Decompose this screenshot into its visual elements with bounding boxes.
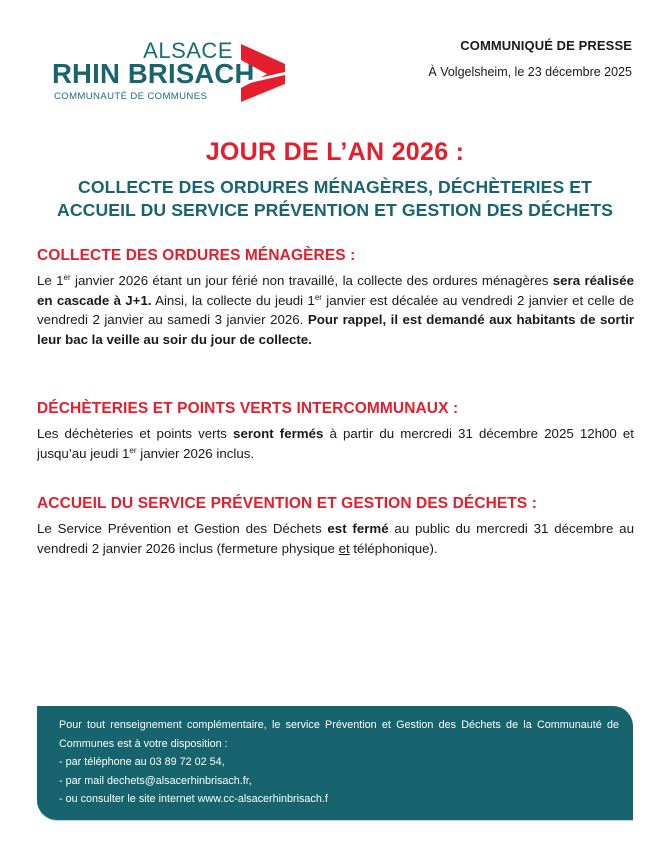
page-title: JOUR DE L’AN 2026 : <box>205 138 465 166</box>
section-heading: ACCUEIL DU SERVICE PRÉVENTION ET GESTION DES DÉCHETS : <box>37 495 538 512</box>
bold-run: seront fermés <box>233 426 324 441</box>
text-run: janvier 2026 étant un jour férié non travaillé, la collecte des ordures ménagères <box>70 273 553 288</box>
text-run: Le 1 <box>37 273 64 288</box>
section-decheteries <box>37 400 634 463</box>
text-run: janvier est décalée au vendredi 2 janvier et celle de vendredi 2 janvier au samedi 3 janvier 2026. <box>37 292 634 327</box>
text-run: au public du mercredi 31 décembre au vendredi 2 janvier 2026 inclus (fermeture physique <box>37 521 634 556</box>
logo-rhin-brisach-text: RHIN BRISACH <box>52 58 255 89</box>
superscript: er <box>63 273 71 282</box>
contact-website[interactable]: - ou consulter le site internet www.cc-alsacerhinbrisach.f <box>59 793 328 805</box>
chevron-logo-icon <box>241 44 285 102</box>
logo <box>50 40 290 104</box>
logo-alsace-text: ALSACE <box>143 38 233 63</box>
superscript: er <box>314 292 322 302</box>
logo-communaute-text: COMMUNAUTÉ DE COMMUNES <box>54 91 208 102</box>
dateline: À Volgelsheim, le 23 décembre 2025 <box>428 65 632 79</box>
contact-email[interactable]: - par mail dechets@alsacerhinbrisach.fr, <box>59 774 252 787</box>
contact-info-box <box>37 706 633 820</box>
bold-run: est fermé <box>327 521 389 536</box>
section-accueil <box>37 495 634 558</box>
superscript: er <box>129 445 137 455</box>
page-subtitle <box>0 176 670 222</box>
text-run: Le Service Prévention et Gestion des Déchets <box>37 521 328 536</box>
contact-intro: Pour tout renseignement complémentaire, le service Prévention et Gestion des Déchets de la Communauté de Communes est à votre disposition : <box>59 719 619 750</box>
bold-run: sera réalisée en cascade à J+1. <box>37 273 634 308</box>
text-run: janvier 2026 inclus. <box>136 445 255 461</box>
contact-phone[interactable]: - par téléphone au 03 89 72 02 54, <box>59 756 225 768</box>
bold-run: Pour rappel, il est demandé aux habitants de sortir leur bac la veille au soir du jour de collecte. <box>37 312 634 347</box>
section-paragraph <box>37 424 634 463</box>
text-run: à partir du mercredi 31 décembre 2025 12h00 et jusqu’au jeudi 1 <box>37 426 634 461</box>
text-run: téléphonique). <box>349 540 438 556</box>
section-paragraph <box>37 519 634 558</box>
section-paragraph <box>37 271 634 349</box>
document-type: COMMUNIQUÉ DE PRESSE <box>460 38 632 53</box>
text-run: Ainsi, la collecte du jeudi 1 <box>151 292 315 308</box>
subtitle-line-2: ACCUEIL DU SERVICE PRÉVENTION ET GESTION DES DÉCHETS <box>57 200 613 220</box>
section-heading: DÉCHÈTERIES ET POINTS VERTS INTERCOMMUNAUX : <box>37 400 459 417</box>
contact-info-text <box>59 716 619 809</box>
subtitle-line-1: COLLECTE DES ORDURES MÉNAGÈRES, DÉCHÈTERIES ET <box>78 177 592 197</box>
section-collecte <box>37 247 634 349</box>
section-heading: COLLECTE DES ORDURES MÉNAGÈRES : <box>37 247 356 264</box>
underlined-run: et <box>338 540 350 556</box>
text-run: Les déchèteries et points verts <box>37 426 234 441</box>
